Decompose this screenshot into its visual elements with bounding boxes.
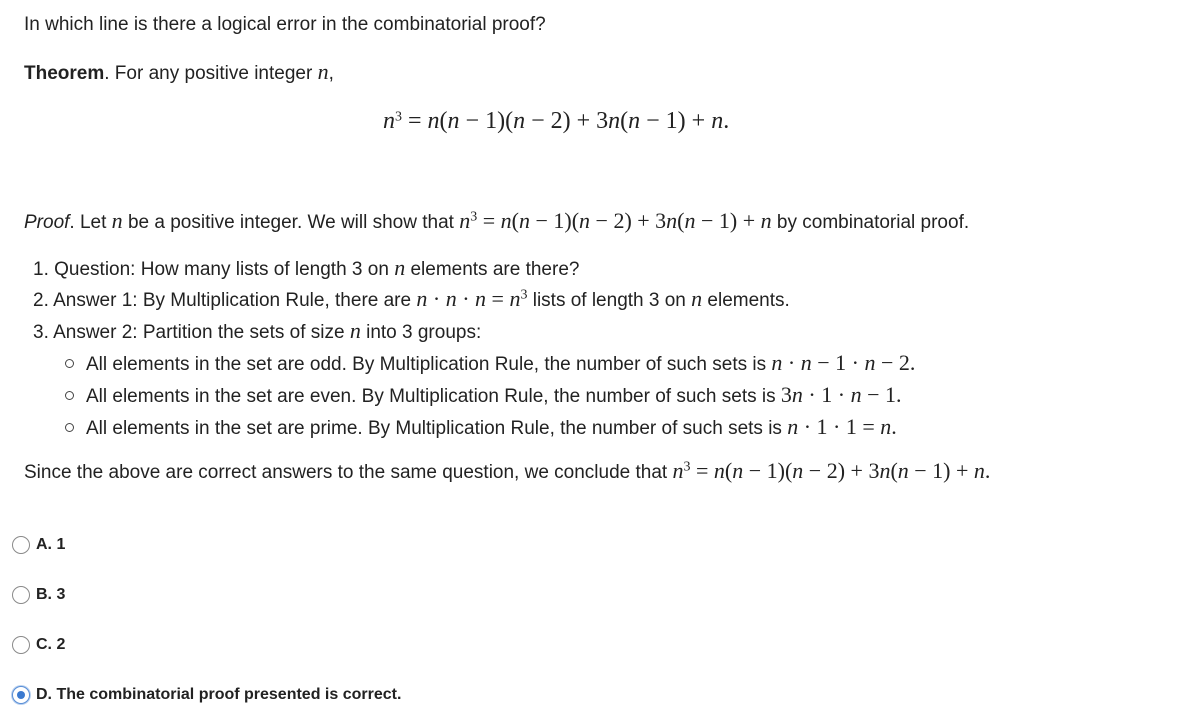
radio-d[interactable] bbox=[12, 686, 30, 704]
theorem-label: Theorem bbox=[24, 63, 105, 84]
proof-conclusion: Since the above are correct answers to the same question, we conclude that $n^3 = n(n - 1)(n - 2) + 3n(n - 1) + n$. bbox=[24, 458, 991, 483]
option-a[interactable]: A. 1 bbox=[12, 536, 65, 554]
bullet-icon bbox=[65, 359, 74, 368]
bullet-icon bbox=[65, 423, 74, 432]
option-b[interactable]: B. 3 bbox=[12, 586, 65, 604]
proof-label: Proof bbox=[24, 212, 70, 233]
subitem-odd: All elements in the set are odd. By Multiplication Rule, the number of such sets is n · n − 1 · n − 2. bbox=[65, 350, 915, 376]
subitem-prime: All elements in the set are prime. By Multiplication Rule, the number of such sets is n · 1 · 1 = n. bbox=[65, 414, 897, 440]
theorem-line: Theorem. For any positive integer n, bbox=[24, 59, 334, 84]
proof-intro: Proof. Let n be a positive integer. We will show that $n^3 = n(n - 1)(n - 2) + 3n(n - 1) + n$ by combinatorial proof. bbox=[24, 208, 970, 233]
option-c[interactable]: C. 2 bbox=[12, 636, 65, 654]
question-text: In which line is there a logical error in the combinatorial proof? bbox=[24, 14, 546, 35]
radio-a[interactable] bbox=[12, 536, 30, 554]
radio-b[interactable] bbox=[12, 586, 30, 604]
subitem-even: All elements in the set are even. By Multiplication Rule, the number of such sets is 3n · 1 · n − 1. bbox=[65, 382, 901, 408]
radio-c[interactable] bbox=[12, 636, 30, 654]
bullet-icon bbox=[65, 391, 74, 400]
proof-step-2: 2. Answer 1: By Multiplication Rule, there are $n \cdot n \cdot n = n^3$ lists of length 3 on n elements. bbox=[33, 286, 790, 311]
option-d[interactable]: D. The combinatorial proof presented is correct. bbox=[12, 686, 401, 704]
theorem-text: . For any positive integer bbox=[104, 63, 318, 84]
theorem-equation: $n^3 = n(n - 1)(n - 2) + 3n(n - 1) + n$. bbox=[383, 108, 730, 134]
proof-step-1: 1. Question: How many lists of length 3 on n elements are there? bbox=[33, 255, 580, 280]
proof-step-3: 3. Answer 2: Partition the sets of size n into 3 groups: bbox=[33, 318, 482, 343]
